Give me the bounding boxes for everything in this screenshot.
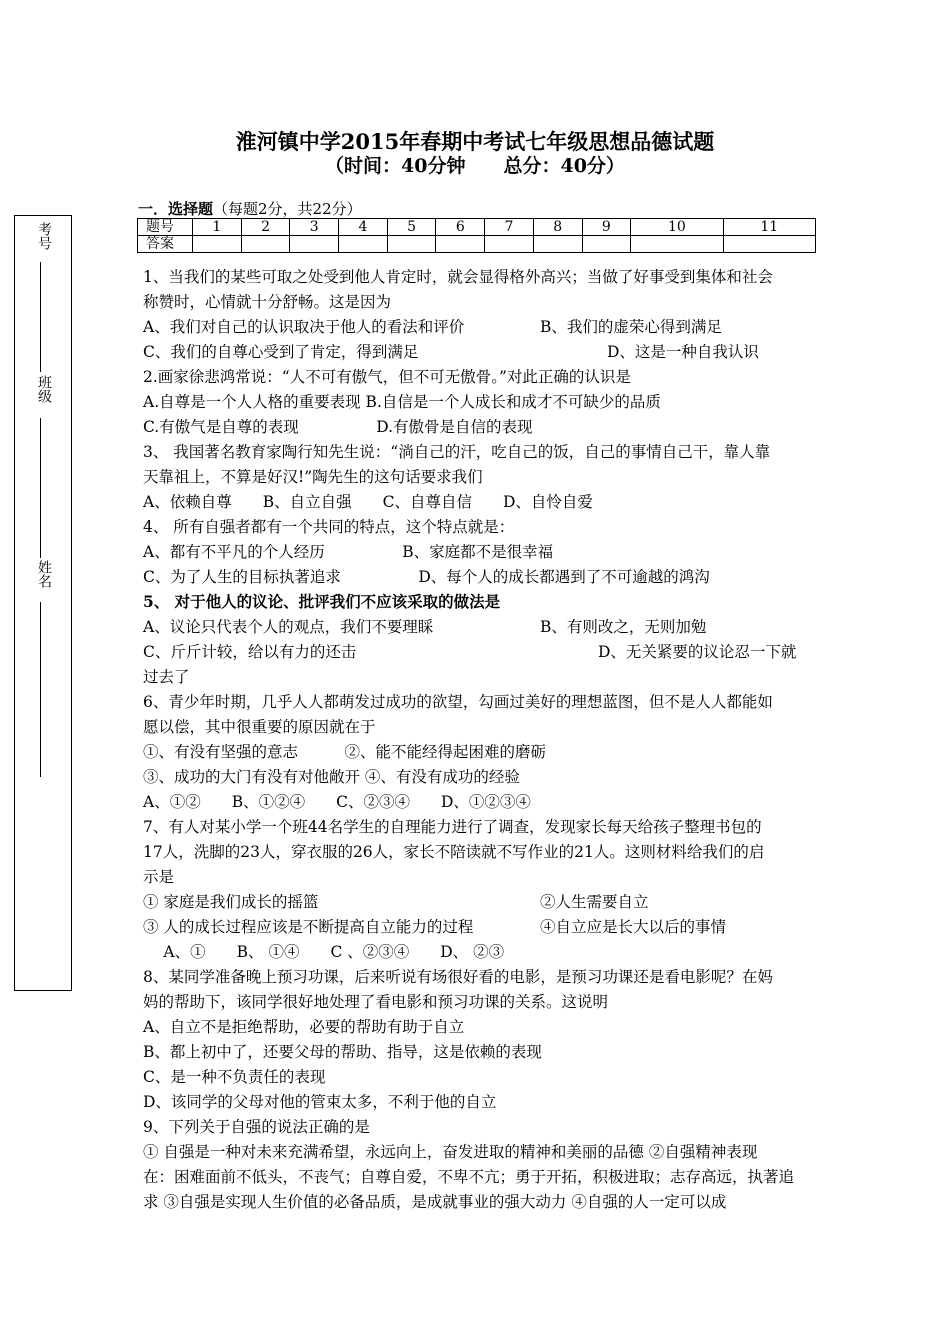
answer-cell[interactable] [723, 236, 815, 253]
text-line: ③、成功的大门有没有对他敞开 ④、有没有成功的经验 [143, 768, 520, 786]
section-note: （每题2分，共22分） [213, 200, 362, 218]
text-line: C、为了人生的目标执著追求 D、每个人的成长都遇到了不可逾越的鸿沟 [143, 568, 710, 586]
exam-title: 淮河镇中学2015年春期中考试七年级思想品德试题 [235, 129, 715, 154]
text-line: C、是一种不负责任的表现 [143, 1068, 326, 1086]
text-line: ④自立应是长大以后的事情 [540, 918, 727, 936]
text-line: 17人，洗脚的23人，穿衣服的26人，家长不陪读就不写作业的21人。这则材料给我们的启 [143, 843, 765, 861]
text-line: 9、下列关于自强的说法正确的是 [143, 1118, 370, 1136]
text-line: 称赞时，心情就十分舒畅。这是因为 [143, 293, 392, 311]
exam-number-label: 考号 [36, 222, 52, 250]
text-line: A.自尊是一个人人格的重要表现 B.自信是一个人成长和成才不可缺少的品质 [143, 393, 661, 411]
text-line: A、① B、 ①④ C 、②③④ D、 ②③ [143, 943, 505, 961]
text-line: ③ 人的成长过程应该是不断提高自立能力的过程 [143, 918, 474, 936]
text-line: C.有傲气是自尊的表现 D.有傲骨是自信的表现 [143, 418, 533, 436]
text-line: A、自立不是拒绝帮助，必要的帮助有助于自立 [143, 1018, 465, 1036]
section-title: 一．选择题 [138, 200, 214, 218]
text-line: 天靠祖上，不算是好汉!”陶先生的这句话要求我们 [143, 468, 483, 486]
question-number-cell: 8 [533, 219, 582, 236]
question-number-cell: 10 [631, 219, 723, 236]
question-number-cell: 4 [339, 219, 388, 236]
name-line [40, 602, 41, 777]
text-line: A、我们对自己的认识取决于他人的看法和评价 [143, 318, 465, 336]
text-line: 2.画家徐悲鸿常说：“人不可有傲气，但不可无傲骨。”对此正确的认识是 [143, 368, 631, 386]
answer-cell[interactable] [436, 236, 485, 253]
text-line: 愿以偿，其中很重要的原因就在于 [143, 718, 376, 736]
class-line [40, 418, 41, 558]
text-line: B、都上初中了，还要父母的帮助、指导，这是依赖的表现 [143, 1043, 542, 1061]
section-heading [138, 198, 362, 219]
text-line: 1、当我们的某些可取之处受到他人肯定时，就会显得格外高兴；当做了好事受到集体和社会 [143, 268, 773, 286]
table-row-numbers [138, 219, 816, 236]
question-number-cell: 6 [436, 219, 485, 236]
question-number-cell: 9 [582, 219, 631, 236]
question-number-cell: 7 [485, 219, 534, 236]
text-line: A、①② B、①②④ C、②③④ D、①②③④ [143, 793, 531, 811]
text-line: D、该同学的父母对他的管束太多，不利于他的自立 [143, 1093, 497, 1111]
row-label-number: 题号 [138, 219, 193, 236]
text-line: 过去了 [143, 668, 190, 686]
text-line: A、议论只代表个人的观点，我们不要理睬 [143, 618, 434, 636]
text-line: ① 家庭是我们成长的摇篮 [143, 893, 319, 911]
text-line: C、斤斤计较，给以有力的还击 [143, 643, 357, 661]
question-number-cell: 3 [290, 219, 339, 236]
answer-cell[interactable] [533, 236, 582, 253]
table-row-answers [138, 236, 816, 253]
answer-cell[interactable] [582, 236, 631, 253]
answer-cell[interactable] [387, 236, 436, 253]
question-number-cell: 2 [241, 219, 290, 236]
question-number-cell: 5 [387, 219, 436, 236]
text-line: 示是 [143, 868, 175, 886]
answer-cell[interactable] [290, 236, 339, 253]
text-line: C、我们的自尊心受到了肯定，得到满足 [143, 343, 419, 361]
text-line: A、依赖自尊 B、自立自强 C、自尊自信 D、自怜自爱 [143, 493, 593, 511]
answer-cell[interactable] [241, 236, 290, 253]
text-line: 妈的帮助下，该同学很好地处理了看电影和预习功课的关系。这说明 [143, 993, 609, 1011]
text-line: B、有则改之，无则加勉 [540, 618, 707, 636]
question-number-cell: 1 [193, 219, 242, 236]
answer-table [137, 218, 816, 253]
text-line: 6、青少年时期，几乎人人都萌发过成功的欲望，勾画过美好的理想蓝图，但不是人人都能如 [143, 693, 773, 711]
student-info-strip [14, 215, 72, 991]
class-label: 班级 [36, 375, 52, 403]
answer-cell[interactable] [193, 236, 242, 253]
text-line: 在：困难面前不低头，不丧气；自尊自爱，不卑不亢；勇于开拓，积极进取；志存高远，执著追 [143, 1168, 795, 1186]
text-line: ① 自强是一种对未来充满希望，永远向上，奋发进取的精神和美丽的品德 ②自强精神表现 [143, 1143, 758, 1161]
text-line: 7、有人对某小学一个班44名学生的自理能力进行了调查，发现家长每天给孩子整理书包的 [143, 818, 762, 836]
text-line: A、都有不平凡的个人经历 B、家庭都不是很幸福 [143, 543, 554, 561]
name-label: 姓名 [36, 560, 52, 588]
text-line: ②人生需要自立 [540, 893, 649, 911]
row-label-answer: 答案 [138, 236, 193, 253]
exam-subtitle: （时间：40分钟 总分：40分） [325, 155, 625, 177]
text-line: 4、 所有自强者都有一个共同的特点，这个特点就是： [143, 518, 515, 536]
text-line: D、这是一种自我认识 [607, 343, 759, 361]
text-line: 5、 对于他人的议论、批评我们不应该采取的做法是 [143, 592, 501, 611]
exam-number-line [40, 262, 41, 372]
text-line: ①、有没有坚强的意志 ②、能不能经得起困难的磨砺 [143, 743, 547, 761]
answer-cell[interactable] [339, 236, 388, 253]
question-number-cell: 11 [723, 219, 815, 236]
text-line: D、无关紧要的议论忍一下就 [598, 643, 797, 661]
text-line: 3、 我国著名教育家陶行知先生说：“淌自己的汗，吃自己的饭，自己的事情自己干，靠人靠 [143, 443, 771, 461]
text-line: 8、某同学准备晚上预习功课，后来听说有场很好看的电影，是预习功课还是看电影呢？在妈 [143, 968, 773, 986]
answer-cell[interactable] [631, 236, 723, 253]
answer-cell[interactable] [485, 236, 534, 253]
text-line: B、我们的虚荣心得到满足 [540, 318, 722, 336]
text-line: 求 ③自强是实现人生价值的必备品质，是成就事业的强大动力 ④自强的人一定可以成 [143, 1193, 727, 1211]
